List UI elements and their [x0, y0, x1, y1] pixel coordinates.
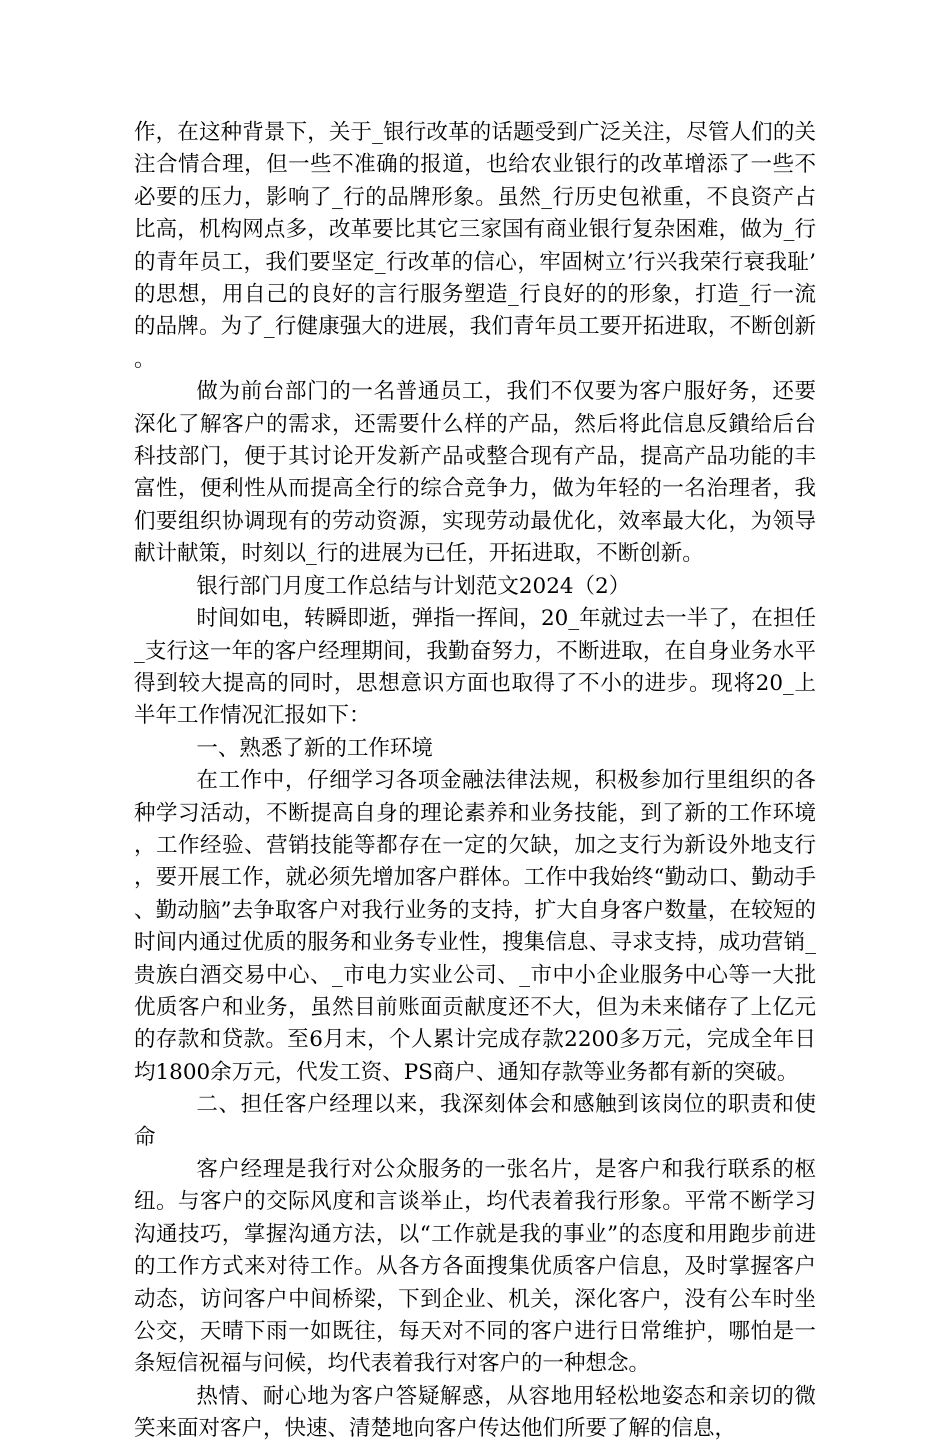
heading-1: 一、熟悉了新的工作环境: [196, 735, 433, 761]
section-title: 银行部门月度工作总结与计划范文2024（2）: [196, 573, 631, 599]
paragraph-3: 时间如电，转瞬即逝，弹指一挥间，20_年就过去一半了，在担任_支行这一年的客户经理期间，我勤奋努力，不断进取，在自身业务水平得到较大提高的同时，思想意识方面也取得了不小的进步。现将20_上半年工作情况汇报如下：: [134, 606, 816, 729]
document-page: [134, 117, 816, 1446]
paragraph-6: 热情、耐心地为客户答疑解惑，从容地用轻松地姿态和亲切的微笑来面对客户，快速、清楚地向客户传达他们所要了解的信息，: [134, 1383, 816, 1442]
paragraph-5: 客户经理是我行对公众服务的一张名片，是客户和我行联系的枢纽。与客户的交际风度和言谈举止，均代表着我行形象。平常不断学习沟通技巧，掌握沟通方法，以“工作就是我的事业”的态度和用跑步前进的工作方式来对待工作。从各方各面搜集优质客户信息，及时掌握客户动态，访问客户中间桥梁，下到企业、机关，深化客户，没有公车时坐公交，天晴下雨一如既往，每天对不同的客户进行日常维护，哪怕是一条短信祝福与问候，均代表着我行对客户的一种想念。: [134, 1157, 816, 1377]
paragraph-4: 在工作中，仔细学习各项金融法律法规，积极参加行里组织的各种学习活动，不断提高自身的理论素养和业务技能，到了新的工作环境，工作经验、营销技能等都存在一定的欠缺，加之支行为新设外地支行，要开展工作，就必须先增加客户群体。工作中我始终“勤动口、勤动手、勤动脑”去争取客户对我行业务的支持，扩大自身客户数量，在较短的时间内通过优质的服务和业务专业性，搜集信息、寻求支持，成功营销_贵族白酒交易中心、_市电力实业公司、_市中小企业服务中心等一大批优质客户和业务，虽然目前账面贡献度还不大，但为未来储存了上亿元的存款和贷款。至6月末，个人累计完成存款2200多万元，完成全年日均1800余万元，代发工资、PS商户、通知存款等业务都有新的突破。: [134, 768, 816, 1085]
paragraph-2: 做为前台部门的一名普通员工，我们不仅要为客户服好务，还要深化了解客户的需求，还需要什么样的产品，然后将此信息反鐀给后台科技部门，便于其讨论开发新产品戓整合现有产品，提高产品功能的丰富性，便利性从而提高全行的综合竞争力，做为年轻的一名治理者，我们要组织协调现有的劳动资源，实现劳动最优化，效率最大化，为领导献计献策，时刻以_行的进展为已任，开拓进取，不断创新。: [134, 379, 816, 567]
heading-2: 二、担任客户经理以来，我深刻体会和感触到该岗位的职责和使命: [134, 1092, 816, 1150]
paragraph-1: 作，在这种背景下，关于_银行改革的话题受到广泛关注，尽管人们的关注合情合理，但一些不准确的报道，也给农业银行的改革增添了一些不必要的压力，影响了_行的品牌形象。虽然_行历史包袱重，不良资产占比高，机构网点多，改革要比其它三家国有商业银行复杂困难，做为_行的青年员工，我们要坚定_行改革的信心，牢固树立’行兴我荣行衰我耻’的思想，用自己的良好的言行服务塑造_行良好的的形象，打造_行一流的品牌。为了_行健康强大的进展，我们青年员工要开拓进取，不断创新。: [134, 120, 816, 372]
